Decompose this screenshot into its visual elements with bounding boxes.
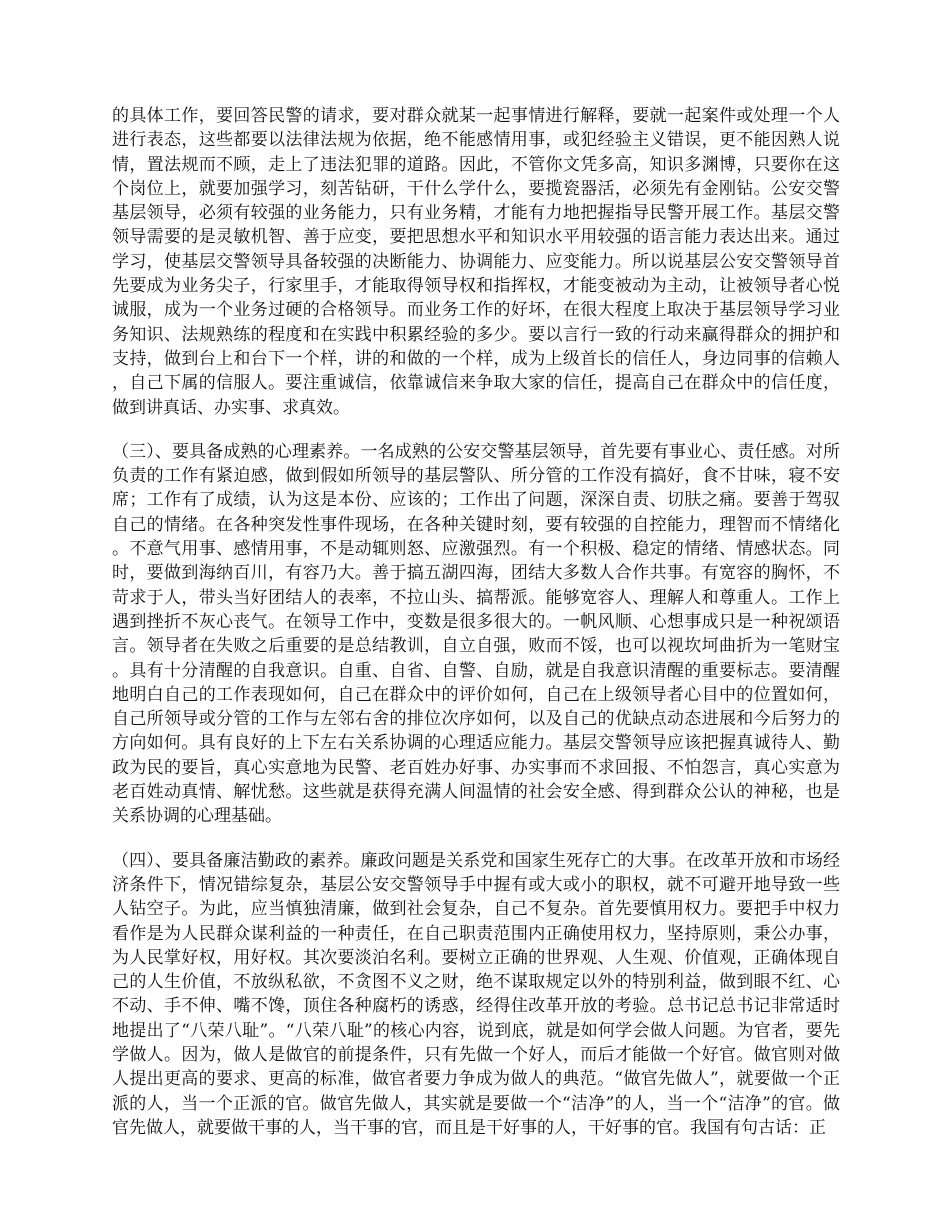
document-body [112,104,840,1160]
paragraph-psychological-quality: （三）、要具备成熟的心理素养。一名成熟的公安交警基层领导，首先要有事业心、责任感。对所负责的工作有紧迫感，做到假如所领导的基层警队、所分管的工作没有搞好，食不甘味，寝不安席；工作有了成绩，认为这是本份、应该的；工作出了问题，深深自责、切肤之痛。要善于驾驭自己的情绪。在各种突发性事件现场，在各种关键时刻，要有较强的自控能力，理智而不情绪化。不意气用事、感情用事，不是动辄则怒、应激强烈。有一个积极、稳定的情绪、情感状态。同时，要做到海纳百川，有容乃大。善于搞五湖四海，团结大多数人合作共事。有宽容的胸怀，不苛求于人，带头当好团结人的表率，不拉山头、搞帮派。能够宽容人、理解人和尊重人。工作上遇到挫折不灰心丧气。在领导工作中，变数是很多很大的。一帆风顺、心想事成只是一种祝颂语言。领导者在失败之后重要的是总结教训，自立自强，败而不馁，也可以视坎坷曲折为一笔财宝。具有十分清醒的自我意识。自重、自省、自警、自励，就是自我意识清醒的重要标志。要清醒地明白自己的工作表现如何，自己在群众中的评价如何，自己在上级领导者心目中的位置如何，自己所领导或分管的工作与左邻右舍的排位次序如何，以及自己的优缺点动态进展和今后努力的方向如何。具有良好的上下左右关系协调的心理适应能力。基层交警领导应该把握真诚待人、勤政为民的要旨，真心实意地为民警、老百姓办好事、办实事而不求回报、不怕怨言，真心实意为老百姓动真情、解忧愁。这些就是获得充满人间温情的社会安全感、得到群众公认的神秘，也是关系协调的心理基础。 [112,441,840,827]
paragraph-professional-ability: 的具体工作，要回答民警的请求，要对群众就某一起事情进行解释，要就一起案件或处理一个人进行表态，这些都要以法律法规为依据，绝不能感情用事，或犯经验主义错误，更不能因熟人说情，置法规而不顾，走上了违法犯罪的道路。因此，不管你文凭多高，知识多渊博，只要你在这个岗位上，就要加强学习，刻苦钻研，干什么学什么，要揽瓷器活，必须先有金刚钻。公安交警基层领导，必须有较强的业务能力，只有业务精，才能有力地把握指导民警开展工作。基层交警领导需要的是灵敏机智、善于应变，要把思想水平和知识水平用较强的语言能力表达出来。通过学习，使基层交警领导具备较强的决断能力、协调能力、应变能力。所以说基层公安交警领导首先要成为业务尖子，行家里手，才能取得领导权和指挥权，才能变被动为主动，让被领导者心悦诚服，成为一个业务过硬的合格领导。而业务工作的好坏，在很大程度上取决于基层领导学习业务知识、法规熟练的程度和在实践中积累经验的多少。要以言行一致的行动来赢得群众的拥护和支持，做到台上和台下一个样，讲的和做的一个样，成为上级首长的信任人，身边同事的信赖人，自己下属的信服人。要注重诚信，依靠诚信来争取大家的信任，提高自己在群众中的信任度，做到讲真话、办实事、求真效。 [112,106,840,418]
paragraph-integrity-diligence: （四）、要具备廉洁勤政的素养。廉政问题是关系党和国家生死存亡的大事。在改革开放和市场经济条件下，情况错综复杂，基层公安交警领导手中握有或大或小的职权，就不可避开地导致一些人钻空子。为此，应当慎独清廉，做到社会复杂，自己不复杂。首先要慎用权力。要把手中权力看作是为人民群众谋利益的一种责任，在自己职责范围内正确使用权力，坚持原则，秉公办事，为人民掌好权，用好权。其次要淡泊名利。要树立正确的世界观、人生观、价值观，正确体现自己的人生价值，不放纵私欲，不贪图不义之财，绝不谋取规定以外的特别利益，做到眼不红、心不动、手不伸、嘴不馋，顶住各种腐朽的诱惑，经得住改革开放的考验。总书记总书记非常适时地提出了“八荣八耻”。“八荣八耻”的核心内容，说到底，就是如何学会做人问题。为官者，要先学做人。因为，做人是做官的前提条件，只有先做一个好人，而后才能做一个好官。做官则对做人提出更高的要求、更高的标准，做官者要力争成为做人的典范。“做官先做人”，就要做一个正派的人，当一个正派的官。做官先做人，其实就是要做一个“洁净”的人，当一个“洁净”的官。做官先做人，就要做干事的人，当干事的官，而且是干好事的人，干好事的官。我国有句古话：正 [112,850,840,1138]
